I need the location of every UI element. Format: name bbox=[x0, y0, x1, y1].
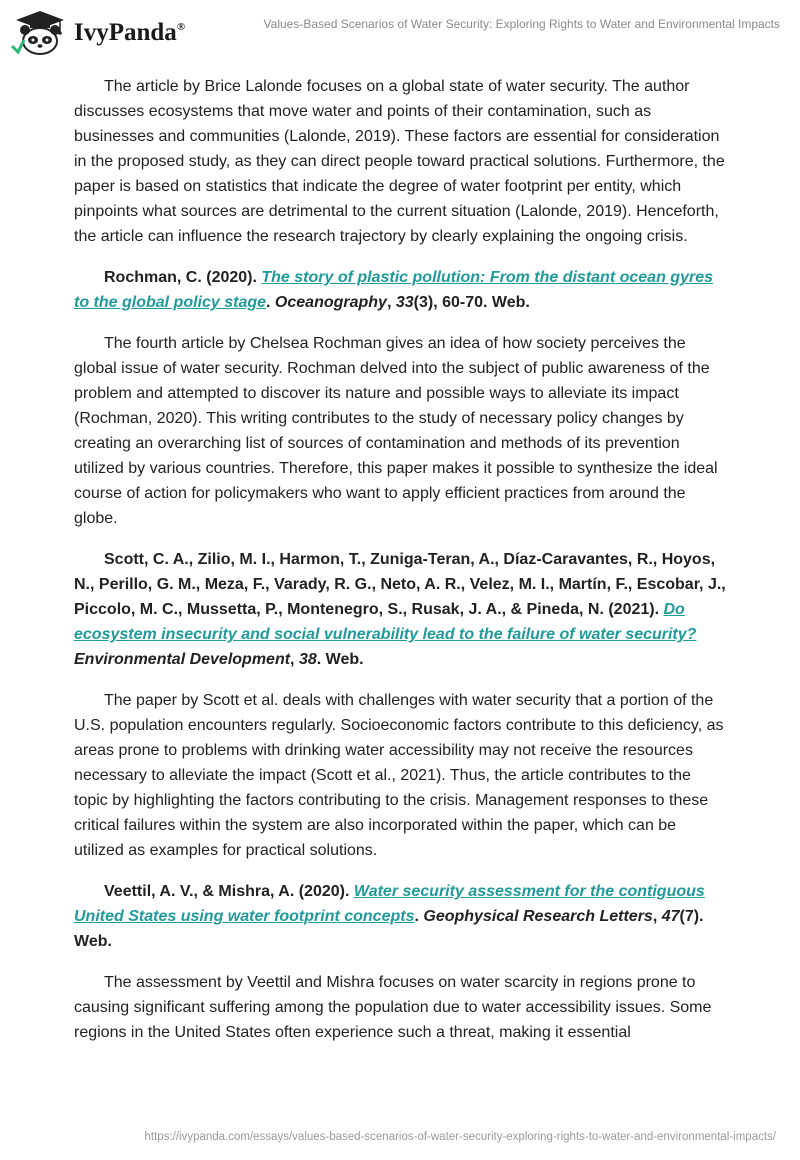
article-body bbox=[74, 74, 726, 1045]
source-url[interactable]: https://ivypanda.com/essays/values-based-scenarios-of-water-security-exploring-rights-to-water-and-environmental-impacts/ bbox=[144, 1131, 776, 1143]
reference-rochman: Rochman, C. (2020). The story of plastic pollution: From the distant ocean gyres to the global policy stage. Oceanography, 33(3), 60-70. Web. bbox=[74, 269, 713, 311]
panda-graduate-icon bbox=[10, 8, 70, 56]
page-header bbox=[0, 0, 800, 60]
paragraph-scott: The paper by Scott et al. deals with challenges with water security that a portion of the U.S. population encounters regularly. Socioeconomic factors contribute to this deficiency, as areas prone to problems with drinking water accessibility may not receive the resources necessary to alleviate the impact (Scott et al., 2021). Thus, the article contributes to the topic by highlighting the factors contributing to the crisis. Management responses to these critical failures within the system are also incorporated within the paper, which can be utilized as examples for practical solutions. bbox=[74, 692, 724, 859]
brand-name: IvyPanda® bbox=[74, 19, 186, 46]
ivypanda-logo[interactable] bbox=[10, 8, 185, 56]
paragraph-veettil: The assessment by Veettil and Mishra focuses on water scarcity in regions prone to causing significant suffering among the population due to water accessibility issues. Some regions in the United States often experience such a threat, making it essential bbox=[74, 974, 712, 1041]
reference-link-scott[interactable]: Do ecosystem insecurity and social vulnerability lead to the failure of water security? bbox=[74, 601, 697, 643]
reference-veettil: Veettil, A. V., & Mishra, A. (2020). Water security assessment for the contiguous United States using water footprint concepts. Geophysical Research Letters, 47(7). Web. bbox=[74, 883, 705, 950]
document-title: Values-Based Scenarios of Water Security: Exploring Rights to Water and Environmental Impacts bbox=[263, 17, 780, 31]
reference-link-rochman[interactable]: The story of plastic pollution: From the distant ocean gyres to the global policy stage bbox=[74, 269, 713, 311]
paragraph-rochman: The fourth article by Chelsea Rochman gives an idea of how society perceives the global issue of water security. Rochman delved into the subject of public awareness of the problem and attempted to discover its nature and possible ways to alleviate its impact (Rochman, 2020). This writing contributes to the study of necessary policy changes by creating an overarching list of sources of contamination and methods of its prevention utilized by various countries. Therefore, this paper makes it possible to synthesize the ideal course of action for policymakers who want to apply efficient practices from around the globe. bbox=[74, 335, 718, 527]
reference-scott: Scott, C. A., Zilio, M. I., Harmon, T., Zuniga-Teran, A., Díaz-Caravantes, R., Hoyos, N., Perillo, G. M., Meza, F., Varady, R. G., Neto, A. R., Velez, M. I., Martín, F., Escobar, J., Piccolo, M. C., Mussetta, P., Montenegro, S., Rusak, J. A., & Pineda, N. (2021). Do ecosystem insecurity and social vulnerability lead to the failure of water security? Environmental Development, 38. Web. bbox=[74, 551, 726, 668]
paragraph-lalonde: The article by Brice Lalonde focuses on a global state of water security. The author discusses ecosystems that move water and points of their contamination, such as businesses and communities (Lalonde, 2019). These factors are essential for consideration in the proposed study, as they can direct people toward practical solutions. Furthermore, the paper is based on statistics that indicate the degree of water footprint per entity, which pinpoints what sources are detrimental to the current situation (Lalonde, 2019). Henceforth, the article can influence the research trajectory by clearly explaining the ongoing crisis. bbox=[74, 78, 725, 245]
reference-link-veettil[interactable]: Water security assessment for the contiguous United States using water footprint concepts bbox=[74, 883, 705, 925]
